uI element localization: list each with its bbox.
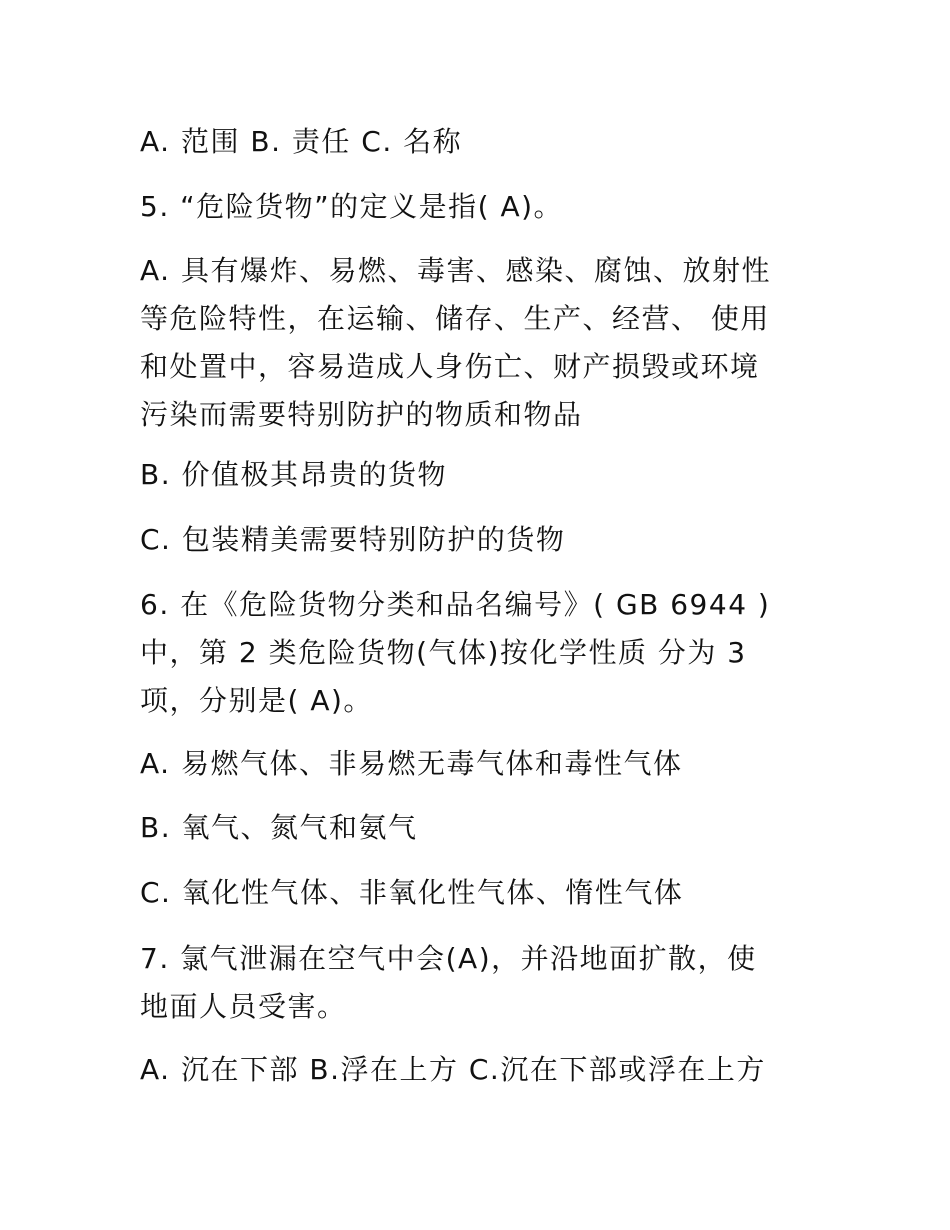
text-line: A. 范围 B. 责任 C. 名称 [140,125,463,158]
q7-options [140,1046,820,1094]
text-line: 等危险特性，在运输、储存、生产、经营、 使用 [140,302,770,335]
answer-options-q4 [140,118,820,166]
q6-option-c [140,869,820,917]
text-line: 5. “危险货物”的定义是指( A)。 [140,190,564,223]
text-line: 中，第 2 类危险货物(气体)按化学性质 分为 3 [140,636,747,669]
text-line: A. 沉在下部 B.浮在上方 C.沉在下部或浮在上方 [140,1053,766,1086]
q5-option-c [140,516,820,564]
text-line: 7. 氯气泄漏在空气中会(A)，并沿地面扩散，使 [140,942,757,975]
q6-option-b [140,804,820,852]
question-7 [140,935,820,1031]
question-5 [140,183,820,231]
question-6 [140,581,820,725]
text-line: 项，分别是( A)。 [140,684,373,717]
text-line: C. 包装精美需要特别防护的货物 [140,523,566,556]
text-line: A. 具有爆炸、易燃、毒害、感染、腐蚀、放射性 [140,254,771,287]
text-line: B. 氧气、氮气和氨气 [140,811,418,844]
text-line: 6. 在《危险货物分类和品名编号》( GB 6944 ) [140,588,771,621]
q6-option-a [140,740,820,788]
text-line: 地面人员受害。 [140,990,347,1023]
text-line: C. 氧化性气体、非氧化性气体、惰性气体 [140,876,684,909]
text-line: 和处置中，容易造成人身伤亡、财产损毁或环境 [140,350,760,383]
text-line: 污染而需要特别防护的物质和物品 [140,398,583,431]
text-line: A. 易燃气体、非易燃无毒气体和毒性气体 [140,747,683,780]
text-line: B. 价值极其昂贵的货物 [140,458,448,491]
q5-option-a [140,247,820,439]
q5-option-b [140,451,820,499]
